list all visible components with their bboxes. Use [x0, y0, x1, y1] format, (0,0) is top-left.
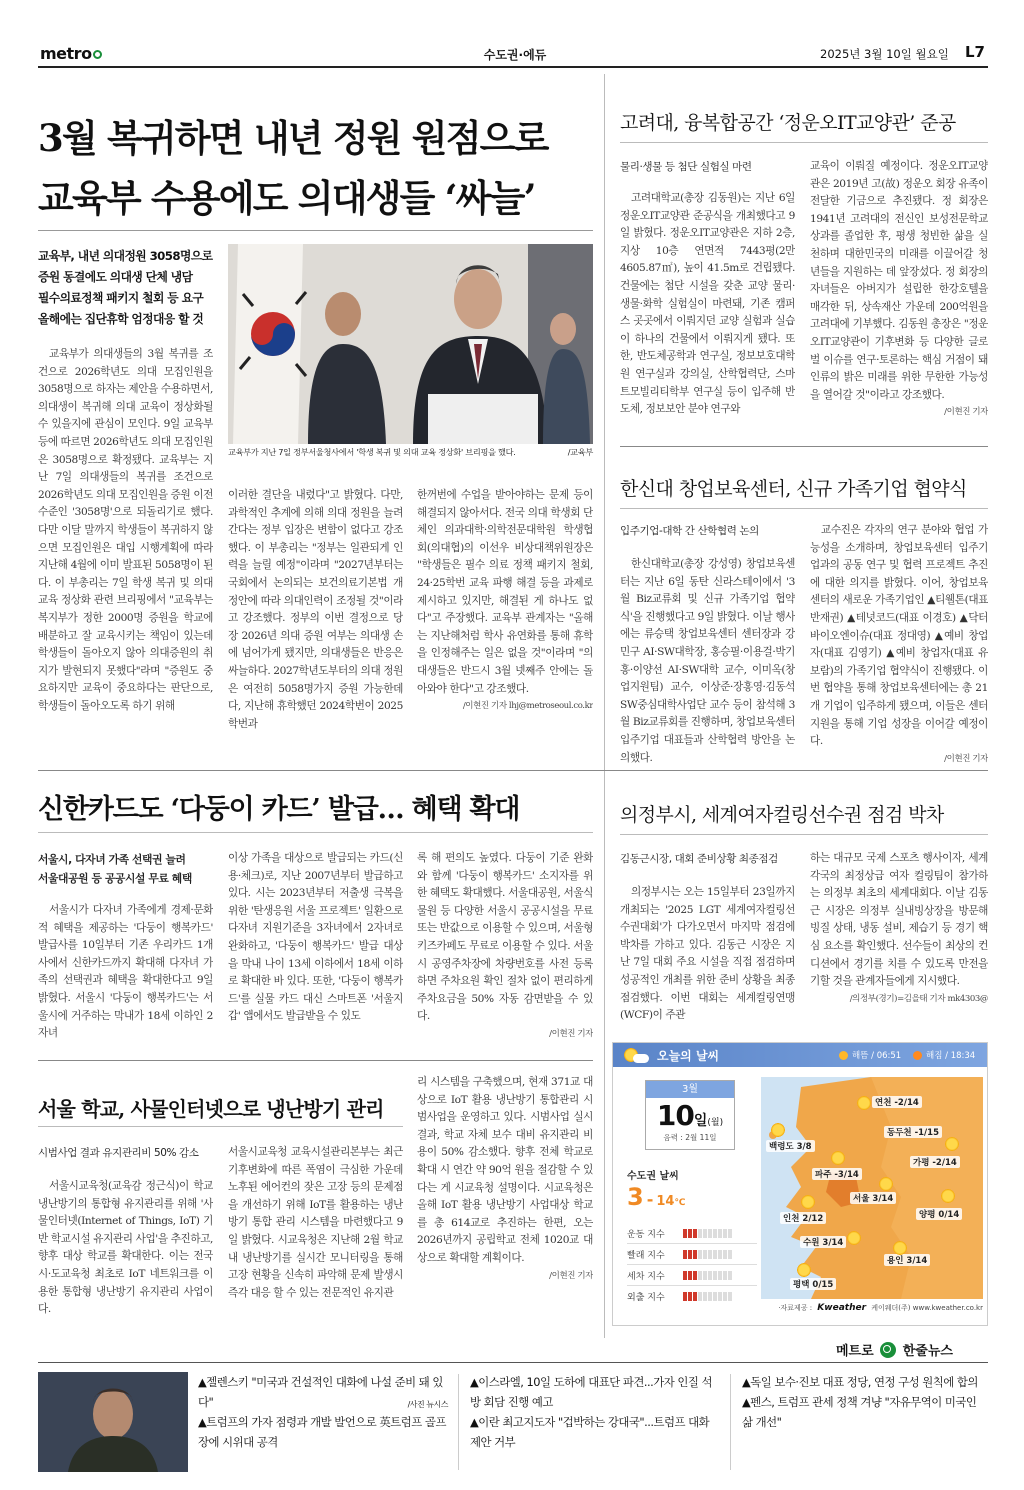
photo-caption: [228, 447, 593, 458]
city-temp: -1/15: [914, 1128, 939, 1138]
news-column-1: [198, 1372, 448, 1452]
city-temp: 3/14: [822, 1238, 844, 1248]
headline-line-1: 3월 복귀하면 내년 정원 원점으로: [38, 116, 548, 160]
calendar-day-wrap: [646, 1099, 734, 1132]
section-divider: [620, 446, 988, 447]
logo-text: metro: [40, 44, 92, 63]
article1-byline: /이현진 기자 lhj@metroseoul.co.kr: [462, 701, 593, 712]
news-label-metro: 메트로: [836, 1344, 874, 1359]
news-column-3: [742, 1372, 988, 1432]
city-temp: 3/14: [906, 1256, 928, 1266]
seoul-school-divider: [38, 1126, 403, 1127]
date-card: [645, 1080, 735, 1150]
hanshin-divider: [620, 508, 988, 509]
city-name: 양평: [919, 1210, 936, 1220]
shinhan-divider: [38, 832, 593, 833]
index-label: 빨래 지수: [627, 1250, 665, 1261]
seoul-school-subhead: 시범사업 결과 유지관리비 50% 감소: [38, 1147, 199, 1159]
article1-text: 한꺼번에 수업을 받아야하는 문제 등이 해결되지 않아서다. 전국 의대 학생회 단체인 의과대학·의학전문대학원 학생협회(의대협)의 이선우 비상대책위원장은 "학생들은 필수 의료 정책 패키지 철회, 24·25학번 교육 파행 해결 등을 과제로 제시하고 있지만, 해결된 게 하나도 없다"고 주장했다. 교육부 관계자는 "올해는 지난해처럼 학사 유연화를 통해 휴학을 인정해주는 일은 없을 것"이라며 "의대생들은 반드시 3월 넷째주 안에는 돌아와야 한다"고 강조했다.: [417, 489, 593, 695]
index-bar-segment: [683, 1271, 687, 1280]
article1-column-3: [417, 487, 593, 742]
seoul-school-text: 서울시교육청(교육감 정근식)이 학교 냉난방기의 통합형 유지관리를 위해 '사물인터넷(Internet of Things, IoT) 기반 학교시설 유지관리 사업'을 추진하고, 향후 대상 학교를 확대한다. 이는 전국 시·도교육청 최초로 IoT 네트워크를 이용한 통합형 냉난방기 유지관리 사업이다.: [38, 1180, 213, 1316]
city-label: [872, 1096, 922, 1108]
source-label: ·자료제공 :: [778, 1304, 813, 1312]
korea-univ-column-2: [810, 158, 988, 436]
seoul-school-byline: /이현진 기자: [549, 1270, 593, 1281]
index-row: [627, 1244, 757, 1265]
index-bar-segment: [728, 1271, 732, 1280]
temp-unit: ℃: [674, 1198, 686, 1208]
photo-illustration: [228, 244, 593, 444]
zelensky-photo: [38, 1372, 188, 1472]
city-name: 서울: [853, 1194, 870, 1204]
seoul-school-column-2: [228, 1144, 403, 1320]
city-label: [884, 1254, 930, 1266]
city-label: [780, 1212, 826, 1224]
city-name: 수원: [803, 1238, 820, 1248]
sunny-icon: [892, 1240, 908, 1256]
shinhan-text: 서울시가 다자녀 가족에게 경제·문화적 혜택을 제공하는 '다둥이 행복카드' 발급사를 10일부터 기존 우리카드 1개 사에서 신한카드까지 확대해 다자녀 가족의 선택권과 혜택을 확대한다고 9일 밝혔다. 서울시 '다둥이 행복카드'는 서울시에 거주하는 막내가 18세 이하인 2자녀: [38, 904, 213, 1040]
index-label: 세차 지수: [627, 1271, 665, 1282]
city-label: [812, 1168, 862, 1180]
index-bar-segment: [698, 1229, 702, 1238]
lead-line: 필수의료정책 패키지 철회 등 요구: [38, 291, 204, 305]
index-bar-segment: [708, 1271, 712, 1280]
city-label: [850, 1192, 896, 1204]
index-bar-segment: [718, 1229, 722, 1238]
masthead-logo[interactable]: [40, 44, 102, 63]
korea-univ-column-1: [620, 190, 795, 440]
section-divider: [38, 1060, 593, 1061]
index-bar-segment: [718, 1250, 722, 1259]
city-temp: 3/14: [872, 1194, 894, 1204]
index-bar-segment: [683, 1229, 687, 1238]
index-bar-segment: [728, 1250, 732, 1259]
seoul-school-column-3: [417, 1074, 593, 1336]
korea-univ-headline: 고려대, 융복합공간 ‘정운오IT교양관’ 준공: [620, 112, 956, 134]
index-bar-segment: [713, 1229, 717, 1238]
subhead-line: 서울시, 다자녀 가족 선택권 늘려: [38, 853, 186, 866]
index-bar-segment: [718, 1292, 722, 1301]
news-photo: [38, 1372, 188, 1472]
index-bar-segment: [708, 1250, 712, 1259]
index-label: 운동 지수: [627, 1229, 665, 1240]
index-bars: [683, 1271, 732, 1280]
weather-logo-cloud-icon: [633, 1054, 649, 1063]
city-label: [766, 1140, 815, 1152]
sunny-icon: [878, 1176, 894, 1192]
seoul-school-column-1: [38, 1178, 213, 1318]
hanshin-byline: /이현진 기자: [944, 753, 988, 764]
news-item[interactable]: ▲젤렌스키 "미국과 건설적인 대화에 나설 준비 돼 있다": [198, 1375, 443, 1409]
shinhan-column-2: [228, 850, 403, 1052]
index-bar-segment: [688, 1250, 692, 1259]
subhead-line: 서울대공원 등 공공시설 무료 혜택: [38, 872, 192, 885]
index-label: 외출 지수: [627, 1293, 665, 1303]
city-label: [884, 1126, 942, 1138]
caption-text: 교육부가 지난 7일 정부서울청사에서 '학생 복귀 및 의대 교육 정상화' 브리핑을 했다.: [228, 447, 516, 457]
shinhan-column-3: [417, 850, 593, 1055]
index-bar-segment: [693, 1229, 697, 1238]
uijeongbu-text: 의정부시는 오는 15일부터 23일까지 개최되는 '2025 LGT 세계여자컬링선수권대회'가 다가오면서 마지막 점검에 박차를 가하고 있다. 김동근 시장은 지난 7일 대회 주요 시설을 직접 점검하며 성공적인 개최를 위한 준비 상황을 최종 점검했다. 이번 대회는 세계컬링연맹(WCF)이 주관: [620, 886, 795, 1022]
index-bar-segment: [728, 1229, 732, 1238]
globe-icon: [880, 1342, 896, 1358]
lead-line: 증원 동결에도 의대생 단체 냉담: [38, 270, 193, 284]
news-photo-credit: /사진 뉴시스: [407, 1400, 448, 1409]
korea-univ-text: 교육이 이뤄질 예정이다. 정운오IT교양관은 2019년 고(故) 정운오 회장 유족이 전달한 기금으로 추진됐다. 정 회장은 1941년 고려대의 전신인 보성전문학교 상과를 졸업한 후, 평생 청빈한 삶을 실천하며 대한민국의 미래를 이끌어갈 청년들을 지원하는 데 앞장섰다. 정 회장의 자녀들은 아버지가 설립한 한강호텔을 매각한 뒤, 상속재산 가운데 200억원을 고려대에 기부했다. 김동원 총장은 "정운오IT교양관이 기후변화 등 다양한 글로벌 이슈를 연구·토론하는 핵심 거점이 돼 인류의 밝은 미래를 위한 무한한 가능성을 열어갈 것"이라고 강조했다.: [810, 160, 988, 401]
index-bar-segment: [688, 1229, 692, 1238]
seoul-school-text: 리 시스템을 구축했으며, 현재 371교 대상으로 IoT 활용 냉난방기 통합관리 시범사업을 운영하고 있다. 시범사업 실시 결과, 학교 자체 보수 대비 유지관리 비용이 50% 감소했다. 향후 전체 학교로 확대 시 연간 약 90억 원을 절감할 수 있다는 게 시교육청 설명이다. 시교육청은 올해 IoT 활용 냉난방기 사업대상 학교를 총 614교로 추진하는 한편, 오는 2026년까지 공립학교 전체 1020교 대상으로 확대할 계획이다.: [417, 1076, 593, 1264]
seoul-school-text: 서울시교육청 교육시설관리본부는 최근 기후변화에 따른 폭염이 극심한 가운데 노후된 에어컨의 잦은 고장 등의 문제점을 개선하기 위해 IoT를 활용하는 냉난방기 통합 관리 시스템을 마련했다고 9일 밝혔다. 시교육청은 지난해 2월 학교 내 냉난방기를 실시간 모니터링을 통해 고장 현황을 신속히 파악해 문제 발생시 즉각 대응 할 수 있는 전문적인 유지관: [228, 1146, 403, 1299]
hanshin-text: 교수진은 각자의 연구 분야와 협업 가능성을 소개하며, 창업보육센터 입주기업과의 공동 연구 및 협력 프로젝트 추진에 대한 의지를 밝혔다. 이어, 창업보육센터의 새로운 가족기업인 ▲티웰톤(대표 반재권) ▲테넛코드(대표 이경호) ▲닥터바이오엔이슈(대표 정대영) ▲예비 창업자(대표 김영기) ▲예비 창업자(대표 유보람)의 가족기업 협약식이 진행됐다. 이번 협약을 통해 창업보육센터에는 총 21개 기업이 입주하게 됐으며, 이들은 센터 지원을 통해 기업 성장을 이어갈 예정이다.: [810, 524, 988, 748]
index-bar-segment: [698, 1292, 702, 1301]
hanshin-column-1: [620, 556, 795, 768]
index-bars: [683, 1229, 732, 1238]
index-bar-segment: [693, 1250, 697, 1259]
news-item[interactable]: ▲펜스, 트럼프 관세 정책 겨냥 "자유무역이 미국인 삶 개선": [742, 1395, 977, 1429]
korea-univ-subhead: 물리·생물 등 첨단 실험실 마련: [620, 161, 752, 173]
main-column-divider: [604, 74, 605, 1338]
shinhan-text: 이상 가족을 대상으로 발급되는 카드(신용·체크)로, 지난 2007년부터 발급하고 있다. 시는 2023년부터 저출생 극복을 위한 '탄생응원 서울 프로젝트' 일환으로 다자녀 지원기준을 3자녀에서 2자녀로 완화하고, '다둥이 행복카드' 발급 대상을 막내 나이 13세 이하에서 18세 이하로 확대한 바 있다. 또한, '다둥이 행복카드'를 실물 카드 대신 스마트폰 '서울지갑' 앱에서도 발급받을 수 있도: [228, 852, 403, 1023]
news-divider: [730, 1374, 731, 1470]
headline-line-2: 교육부 수용에도 의대생들 ‘싸늘’: [38, 176, 535, 220]
news-item[interactable]: ▲이란 최고지도자 "겁박하는 강대국"...트럼프 대화 제안 거부: [470, 1415, 710, 1449]
map-source: [761, 1303, 983, 1313]
index-bar-segment: [728, 1292, 732, 1301]
city-name: 동두천: [887, 1128, 912, 1138]
uijeongbu-subhead: 김동근시장, 대회 준비상황 최종점검: [620, 853, 778, 865]
index-bar-segment: [688, 1292, 692, 1301]
hanshin-column-2: [810, 522, 988, 768]
index-bar-segment: [703, 1271, 707, 1280]
uijeongbu-column-1: [620, 884, 795, 1032]
index-bar-segment: [713, 1271, 717, 1280]
headline-divider: [38, 230, 593, 231]
shinhan-headline: 신한카드도 ‘다둥이 카드’ 발급… 혜택 확대: [38, 794, 520, 825]
briefing-photo: [228, 244, 593, 444]
city-name: 백령도: [769, 1142, 794, 1152]
weather-header: [613, 1043, 987, 1067]
lead-summary: [38, 246, 228, 330]
news-item[interactable]: ▲독일 보수·진보 대표 정당, 연정 구성 원칙에 합의: [742, 1375, 978, 1389]
weather-title: 오늘의 날씨: [657, 1049, 720, 1063]
shinhan-subhead: [38, 850, 218, 888]
korea-univ-text: 고려대학교(총장 김동원)는 지난 6일 정운오IT교양관 준공식을 개최했다고 9일 밝혔다. 정운오IT교양관은 지하 2층, 지상 10층 연면적 7443평(2만4605.87㎡), 높이 41.5m로 건립됐다. 건물에는 첨단 시설을 갖춘 교양 물리·생물·화학 실험실이 마련돼, 기존 캠퍼스 곳곳에서 이뤄지던 교양 실험과 실습이 하나의 건물에서 이뤄지게 됐다. 또한, 반도체공학과 연구실, 정보보호대학원 연구실과 강의실, 산학협력단, 스마트모빌리티학부 연구실 등이 입주해 반도체, 정보보안 분야 연구와: [620, 192, 795, 416]
index-row: [627, 1223, 757, 1244]
city-temp: 0/14: [938, 1210, 960, 1220]
city-name: 평택: [793, 1280, 810, 1290]
index-bar-segment: [713, 1292, 717, 1301]
index-bar-segment: [723, 1292, 727, 1301]
news-divider: [458, 1374, 459, 1470]
index-bar-segment: [688, 1271, 692, 1280]
masthead-rule: [38, 66, 988, 68]
article1-column-2: [228, 487, 403, 737]
city-label: [800, 1236, 846, 1248]
news-column-2: [470, 1372, 720, 1452]
city-temp: -2/14: [932, 1158, 957, 1168]
city-name: 용인: [887, 1256, 904, 1266]
sunrise-time: 해뜸 / 06:51: [852, 1051, 902, 1061]
issue-date: 2025년 3월 10일 월요일: [820, 47, 949, 61]
kweather-logo: Kweather: [817, 1303, 867, 1313]
lead-line: 올해에는 집단휴학 엄정대응 할 것: [38, 312, 204, 326]
city-name: 가평: [913, 1158, 930, 1168]
city-name: 연천: [875, 1098, 892, 1108]
uijeongbu-divider: [620, 834, 988, 835]
sunset-icon: [913, 1051, 922, 1060]
korea-univ-divider: [620, 142, 988, 143]
section-divider: [38, 770, 988, 771]
index-bar-segment: [683, 1292, 687, 1301]
article1-column-1: [38, 346, 213, 736]
shinhan-text: 록 해 편의도 높였다. 다둥이 기준 완화와 함께 '다둥이 행복카드' 소지자를 위한 혜택도 확대했다. 서울대공원, 서울식물원 등 다양한 서울시 공공시설을 무료 또는 반값으로 이용할 수 있으며, 서울형 키즈카페도 무료로 이용할 수 있다. 서울시 공영주차장에 차량번호를 사전 등록하면 주차요원 확인 절차 없이 편리하게 주차요금을 50% 자동 감면받을 수 있다.: [417, 852, 593, 1023]
city-temp: -2/14: [894, 1098, 919, 1108]
lead-line: 교육부, 내년 의대정원 3058명으로: [38, 249, 213, 263]
sunset-time: 해짐 / 18:34: [926, 1051, 976, 1061]
section-name: 수도권·에듀: [483, 48, 547, 62]
sunny-icon: [944, 1136, 960, 1152]
korea-univ-byline: /이현진 기자: [944, 407, 988, 418]
index-bar-segment: [683, 1250, 687, 1259]
index-bar-segment: [693, 1292, 697, 1301]
sunny-icon: [796, 1262, 812, 1278]
calendar-weekday: (월): [707, 1118, 724, 1128]
index-bar-segment: [703, 1250, 707, 1259]
news-item[interactable]: ▲이스라엘, 10일 도하에 대표단 파견...가자 인질 석방 회담 진행 예고: [470, 1375, 713, 1409]
calendar-day-unit: 일: [693, 1113, 708, 1129]
index-bar-segment: [723, 1271, 727, 1280]
index-bar-segment: [708, 1292, 712, 1301]
city-label: [916, 1208, 962, 1220]
city-temp: 2/12: [802, 1214, 824, 1224]
news-strip-rule: [38, 1362, 988, 1363]
hanshin-headline: 한신대 창업보육센터, 신규 가족기업 협약식: [620, 478, 967, 500]
index-bars: [683, 1250, 732, 1259]
hanshin-text: 한신대학교(총장 강성영) 창업보육센터는 지난 6일 동탄 신라스테이에서 '3월 Biz교류회 및 신규 가족기업 협약식'을 진행했다고 9일 밝혔다. 이날 행사에는 류승택 창업보육센터 센터장과 강민구 AI·SW대학장, 홍승필·이용걸·박기홍·이양선 AI·SW대학 교수, 이미옥(창업지원팀) 교수, 이상준·장홍영·김동석 SW중심대학사업단 교수 등이 참석해 3월 Biz교류회를 진행하며, 창업보육센터 입주기업 대표들과 산학협력 방안을 논의했다.: [620, 558, 795, 764]
city-temp: -3/14: [834, 1170, 859, 1180]
lunar-date: 음력 : 2월 11일: [663, 1133, 717, 1142]
index-row: [627, 1286, 757, 1307]
news-item[interactable]: ▲트럼프의 가자 점령과 개발 발언으로 英트럼프 골프장에 시위대 공격: [198, 1415, 446, 1449]
index-bar-segment: [693, 1271, 697, 1280]
index-bar-segment: [723, 1229, 727, 1238]
uijeongbu-text: 하는 대규모 국제 스포츠 행사이자, 세계 각국의 최정상급 여자 컬링팀이 참가하는 의정부 최초의 세계대회다. 이날 김동근 시장은 의정부 실내빙상장을 방문해 빙질 상태, 냉동 설비, 제습기 등 경기 핵심 요소를 확인했다. 선수들이 최상의 컨디션에서 경기를 치를 수 있도록 만전을 기할 것을 관계자들에게 지시했다.: [810, 852, 988, 988]
city-name: 인천: [783, 1214, 800, 1224]
temp-low: 3: [627, 1183, 644, 1211]
uijeongbu-headline: 의정부시, 세계여자컬링선수권 점검 박차: [620, 804, 944, 826]
city-temp: 0/15: [812, 1280, 834, 1290]
index-bars: [683, 1292, 732, 1301]
news-label-oneline: 한줄뉴스: [902, 1344, 953, 1359]
city-label: [790, 1278, 836, 1290]
source-company: 케이웨더(주) www.kweather.co.kr: [871, 1304, 983, 1312]
sunrise-icon: [839, 1051, 848, 1060]
seoul-school-headline: 서울 학교, 사물인터넷으로 냉난방기 관리: [38, 1097, 384, 1121]
city-temp: 3/8: [796, 1142, 812, 1152]
sunny-icon: [770, 1122, 786, 1138]
uijeongbu-byline: /의정부(경기)=김을태 기자 mk4303@: [849, 993, 988, 1004]
news-strip-label: [836, 1340, 953, 1359]
sunny-icon: [856, 1095, 872, 1111]
calendar-month: 3월: [646, 1081, 734, 1098]
index-bar-segment: [703, 1229, 707, 1238]
index-bar-segment: [698, 1271, 702, 1280]
shinhan-byline: /이현진 기자: [549, 1028, 593, 1039]
sunny-icon: [846, 1230, 862, 1246]
logo-globe-icon: [93, 50, 102, 59]
temp-high: 14: [656, 1194, 675, 1209]
weather-indices: [627, 1223, 757, 1307]
page-number: L7: [965, 43, 985, 61]
shinhan-column-1: [38, 902, 213, 1052]
hanshin-subhead: 입주기업-대학 간 산학협력 논의: [620, 525, 759, 537]
index-row: [627, 1265, 757, 1286]
index-bar-segment: [703, 1292, 707, 1301]
index-bar-segment: [723, 1250, 727, 1259]
uijeongbu-column-2: [810, 850, 988, 1030]
index-bar-segment: [708, 1229, 712, 1238]
temperature-range: [627, 1183, 685, 1211]
sunny-icon: [830, 1150, 846, 1166]
index-bar-segment: [718, 1271, 722, 1280]
city-name: 파주: [815, 1170, 832, 1180]
index-bar-segment: [698, 1250, 702, 1259]
calendar-day: 10: [656, 1099, 694, 1132]
temp-dash: -: [646, 1190, 654, 1209]
region-label: 수도권 날씨: [627, 1171, 679, 1182]
sunny-icon: [800, 1194, 816, 1210]
index-bar-segment: [713, 1250, 717, 1259]
city-label: [910, 1156, 960, 1168]
article1-text: 이러한 결단을 내렸다"고 밝혔다. 다만, 과학적인 추계에 의해 의대 정원을 늘려 간다는 정부 입장은 변함이 없다고 강조했다. 이 부총리는 "정부는 일관되게 인력을 늘릴 예정"이라며 "2027년부터는 국회에서 논의되는 보건의료기본법 개정안에 따라 의대인력이 조정될 것"이라고 강조했다. 정부의 이번 결정으로 당장 2026년 의대 증원 여부는 의대생 손에 넘어가게 됐지만, 의대생들은 반응은 싸늘하다. 2027학년도부터의 의대 정원은 여전히 5058명가지 증원 가능한데다, 지난해 휴학했던 2024학번이 2025학번과: [228, 489, 403, 730]
photo-credit: /교육부: [567, 447, 593, 457]
sunny-icon: [940, 1188, 956, 1204]
article1-text: 교육부가 의대생들의 3월 복귀를 조건으로 2026학년도 의대 모집인원을 3058명으로 하자는 제안을 수용하면서, 의대생이 복귀해 의대 교육이 정상화될 수 있을지에 관심이 모인다. 9일 교육부 등에 따르면 2026학년도 의대 모집인원은 3058명으로 확정됐다. 교육부는 지난 7일 의대생들의 복귀를 조건으로 2026학년도 의대 모집인원을 증원 이전 수준인 '3058명'으로 되돌리기로 했다. 다만 이달 말까지 학생들이 복귀하지 않으면 모집인원은 대입 시행계획에 따라 지난해 4월에 이미 발표된 5058명이 된다. 이 부총리는 7일 학생 복귀 및 의대 교육 정상화 관련 브리핑에서 "교육부는 복지부가 정한 2000명 증원을 학교에 배분하고 잘 교육시키는 책임이 있는데 학생들이 돌아오지 않아 의대증원의 취지가 발현되지 못했다"라며 "증원도 중요하지만 교육이 중요하다는 판단으로, 학생들이 돌아오도록 하기 위해: [38, 348, 213, 712]
